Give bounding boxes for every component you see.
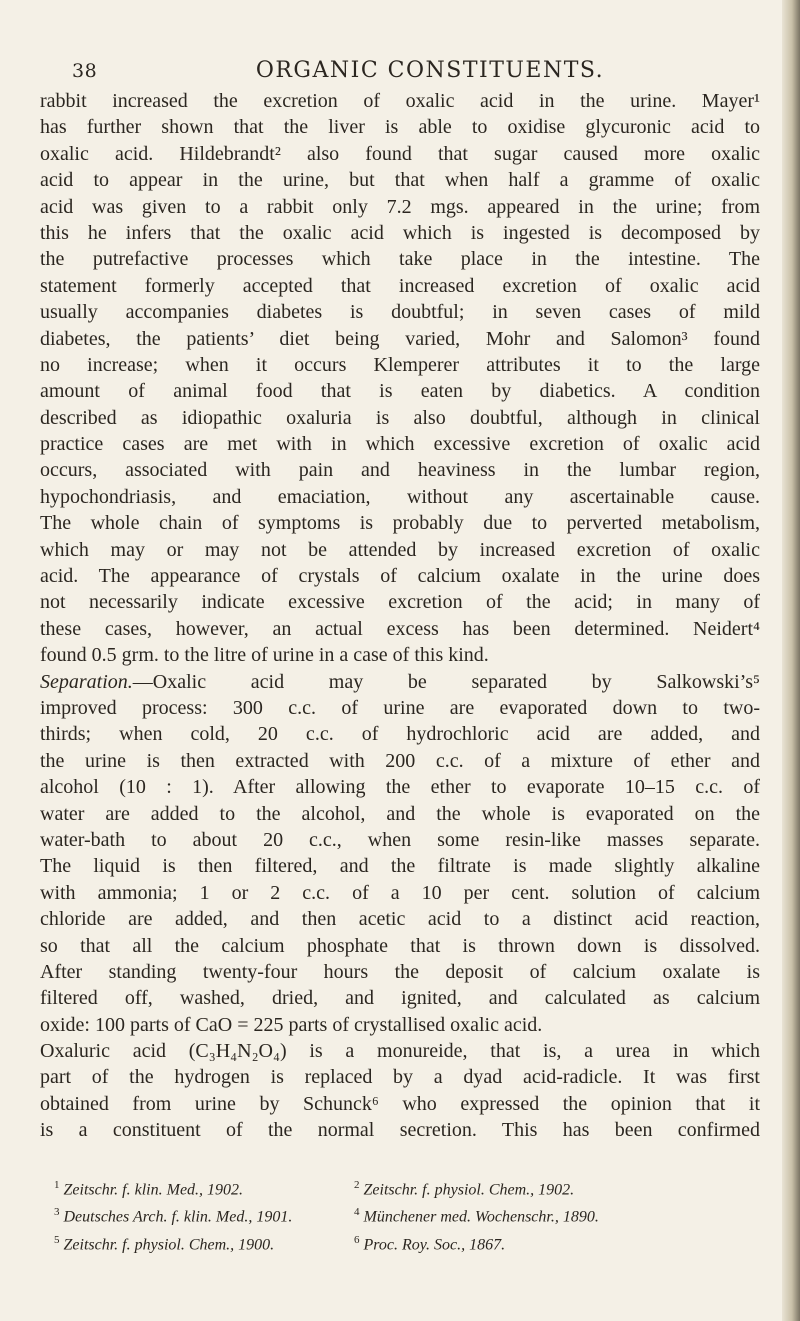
text-line: this he infers that the oxalic acid which is ingested is decomposed by bbox=[40, 221, 760, 244]
footnote-1: $^1$ Zeitschr. f. klin. Med., 1902. bbox=[54, 1179, 244, 1199]
page-number: 38 bbox=[72, 60, 98, 82]
text-line: After standing twenty-four hours the deposit of calcium oxalate is bbox=[40, 960, 760, 983]
footnote-2: $^2$ Zeitschr. f. physiol. Chem., 1902. bbox=[354, 1179, 575, 1199]
footnote-6: $^6$ Proc. Roy. Soc., 1867. bbox=[354, 1233, 506, 1253]
separation-first-line bbox=[40, 669, 760, 695]
text-line: oxide: 100 parts of CaO = 225 parts of crystallised oxalic acid. bbox=[40, 1013, 543, 1036]
text-line: water are added to the alcohol, and the whole is evaporated on the bbox=[40, 802, 760, 825]
text-line: thirds; when cold, 20 c.c. of hydrochloric acid are added, and bbox=[40, 723, 760, 746]
text-line: statement formerly accepted that increased excretion of oxalic acid bbox=[40, 274, 760, 297]
text-line: obtained from urine by Schunck⁶ who expressed the opinion that it bbox=[40, 1092, 760, 1115]
text-line: diabetes, the patients’ diet being varied, Mohr and Salomon³ found bbox=[40, 327, 760, 350]
body-text bbox=[40, 88, 760, 1144]
text-line: the putrefactive processes which take place in the intestine. The bbox=[40, 248, 760, 271]
oxaluric-line: Oxaluric acid (C₃H₄N₂O₄) is a monureide, that is, a urea in which bbox=[40, 1040, 760, 1063]
text-line: so that all the calcium phosphate that is thrown down is dissolved. bbox=[40, 934, 760, 957]
text-line: practice cases are met with in which excessive excretion of oxalic acid bbox=[40, 433, 760, 456]
running-title: ORGANIC CONSTITUENTS. bbox=[255, 58, 605, 83]
text-line: usually accompanies diabetes is doubtful; in seven cases of mild bbox=[40, 301, 760, 324]
text-line: rabbit increased the excretion of oxalic acid in the urine. Mayer¹ bbox=[40, 90, 760, 112]
text-line: acid. The appearance of crystals of calcium oxalate in the urine does bbox=[40, 565, 760, 588]
text-line: with ammonia; 1 or 2 c.c. of a 10 per cent. solution of calcium bbox=[40, 881, 760, 904]
text-line: water-bath to about 20 c.c., when some resin-like masses separate. bbox=[40, 828, 760, 851]
text-line: hypochondriasis, and emaciation, without any ascertainable cause. bbox=[40, 485, 760, 508]
text-line: is a constituent of the normal secretion. This has been confirmed bbox=[40, 1119, 760, 1142]
footnote-3: $^3$ Deutsches Arch. f. klin. Med., 1901. bbox=[54, 1206, 293, 1226]
text-line: which may or may not be attended by increased excretion of oxalic bbox=[40, 538, 760, 561]
text-line: amount of animal food that is eaten by diabetics. A condition bbox=[40, 380, 760, 403]
text-line: occurs, associated with pain and heaviness in the lumbar region, bbox=[40, 459, 760, 482]
separation-heading: Separation. bbox=[40, 670, 133, 693]
text-line: found 0.5 grm. to the litre of urine in a case of this kind. bbox=[40, 644, 489, 667]
text-line: acid was given to a rabbit only 7.2 mgs. appeared in the urine; from bbox=[40, 195, 760, 218]
running-head bbox=[40, 58, 800, 88]
text-line: acid to appear in the urine, but that when half a gramme of oxalic bbox=[40, 169, 760, 192]
text-line: filtered off, washed, dried, and ignited, and calculated as calcium bbox=[40, 987, 760, 1010]
footnote-row bbox=[40, 1201, 760, 1228]
footnotes bbox=[40, 1174, 760, 1256]
text-line: no increase; when it occurs Klemperer attributes it to the large bbox=[40, 353, 760, 376]
text-line: the urine is then extracted with 200 c.c. of a mixture of ether and bbox=[40, 749, 760, 772]
text-line: described as idiopathic oxaluria is also doubtful, although in clinical bbox=[40, 406, 760, 429]
text-line: The liquid is then filtered, and the filtrate is made slightly alkaline bbox=[40, 855, 760, 878]
footnote-row bbox=[40, 1174, 760, 1201]
footnote-5: $^5$ Zeitschr. f. physiol. Chem., 1900. bbox=[54, 1233, 275, 1253]
text-line: The whole chain of symptoms is probably due to perverted metabolism, bbox=[40, 512, 760, 535]
text-line: these cases, however, an actual excess has been determined. Neidert⁴ bbox=[40, 617, 760, 640]
page-edge bbox=[782, 0, 800, 1321]
text-line: improved process: 300 c.c. of urine are evaporated down to two- bbox=[40, 696, 760, 719]
footnote-row bbox=[40, 1229, 760, 1256]
text-line: not necessarily indicate excessive excretion of the acid; in many of bbox=[40, 591, 760, 614]
text-line: chloride are added, and then acetic acid to a distinct acid reaction, bbox=[40, 908, 760, 931]
footnote-4: $^4$ Münchener med. Wochenschr., 1890. bbox=[354, 1206, 599, 1226]
text-line: oxalic acid. Hildebrandt² also found that sugar caused more oxalic bbox=[40, 142, 760, 165]
text-line: alcohol (10 : 1). After allowing the ether to evaporate 10–15 c.c. of bbox=[40, 776, 760, 799]
text-line: part of the hydrogen is replaced by a dyad acid-radicle. It was first bbox=[40, 1066, 760, 1089]
separation-text: —Oxalic acid may be separated by Salkowski’s⁵ bbox=[132, 670, 760, 693]
text-line: has further shown that the liver is able to oxidise glycuronic acid to bbox=[40, 116, 760, 139]
